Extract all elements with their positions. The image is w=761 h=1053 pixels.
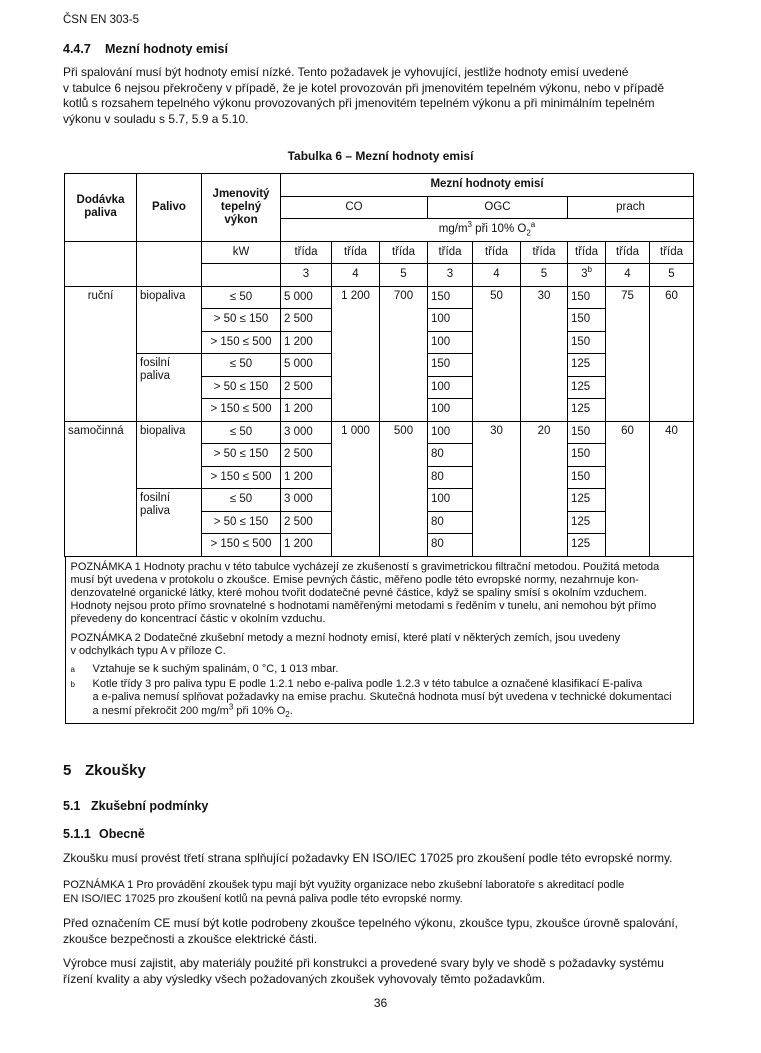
table-note-1: POZNÁMKA 1 Hodnoty prachu v této tabulce vycházejí ze zkušeností s gravimetrickou filtrační metodou. Použitá metoda musí být uvedena v protokolu o zkoušce. Emise pevných částic, měřeno podle této evropské normy, nezahrnuje kon- denzovatelné organické látky, které mohou tvořit dodatečné pevné částice, když se spaliny smísí s okolním vzduchem. Hodnoty nejsou proto přímo srovnatelné s hodnotami naměřenými metodami s ředěním v tunelu, ani nemohou být přímo převedeny do koncentrací částic v okolním vzduchu. [70, 560, 660, 626]
header-class: třída [521, 241, 568, 264]
dust3-cell: 125 [568, 511, 606, 534]
header-ogc: OGC [428, 196, 568, 219]
header-kw-blank [202, 264, 281, 287]
co3-cell: 1 200 [281, 399, 332, 422]
dust3-cell: 125 [568, 399, 606, 422]
fuel-bio: biopaliva [137, 421, 202, 489]
fuel-fossil: fosilní paliva [137, 354, 202, 422]
ogc5-cell: 20 [521, 421, 568, 556]
co3-cell: 2 500 [281, 444, 332, 467]
dust3-cell: 125 [568, 376, 606, 399]
range-cell: ≤ 50 [202, 489, 281, 512]
ogc3-cell: 80 [428, 444, 473, 467]
range-cell: > 150 ≤ 500 [202, 534, 281, 557]
range-cell: > 150 ≤ 500 [202, 399, 281, 422]
intro-line: kotlů s rozsahem tepelného výkonu provozovaných při jmenovitém tepelném výkonu a při minimálním tepelném [63, 96, 655, 111]
ogc3-cell: 150 [428, 354, 473, 377]
header-class: třída [332, 241, 380, 264]
table-note-2: POZNÁMKA 2 Dodatečné zkušební metody a mezní hodnoty emisí, které platí v některých zemích, jsou uvedeny v odchylkách typu A v příloze C. [70, 631, 621, 657]
ogc3-cell: 100 [428, 376, 473, 399]
dust3-cell: 125 [568, 354, 606, 377]
class-number: 5 [650, 264, 694, 287]
header-class: třída [568, 241, 606, 264]
co5-cell: 700 [380, 286, 428, 421]
table-notes [65, 557, 694, 724]
note-accreditation: POZNÁMKA 1 Pro provádění zkoušek typu mají být využity organizace nebo zkušební laboratoře s akreditací podle EN ISO/IEC 17025 pro zkoušení kotlů na pevná paliva podle této evropské normy. [63, 879, 625, 905]
paragraph-testing-party: Zkoušku musí provést třetí strana splňující požadavky EN ISO/IEC 17025 pro zkoušení podle této evropské normy. [63, 851, 673, 865]
dust3-cell: 150 [568, 421, 606, 444]
ogc3-cell: 100 [428, 331, 473, 354]
dust3-cell: 125 [568, 534, 606, 557]
co3-cell: 1 200 [281, 466, 332, 489]
ogc3-cell: 100 [428, 489, 473, 512]
co4-cell: 1 200 [332, 286, 380, 421]
header-class: třída [473, 241, 521, 264]
intro-line: v tabulce 6 nejsou překročeny v případě, že je kotel provozován při jmenovitém tepelném výkonu, nebo v případě [63, 80, 665, 95]
header-co: CO [281, 196, 428, 219]
co3-cell: 1 200 [281, 331, 332, 354]
table-notes-cell [65, 556, 694, 724]
range-cell: > 50 ≤ 150 [202, 309, 281, 332]
class-number: 5 [521, 264, 568, 287]
dust3-cell: 150 [568, 286, 606, 309]
co3-cell: 2 500 [281, 376, 332, 399]
range-cell: > 50 ≤ 150 [202, 376, 281, 399]
header-limits: Mezní hodnoty emisí [281, 174, 694, 197]
header-fuel-cont [137, 241, 202, 286]
footnote-b: b Kotle třídy 3 pro paliva typu E podle 1.2.1 nebo e-paliva podle 1.2.3 v této tabulce a označené klasifikací E-paliva a e-paliva nemusí splňovat požadavky na emise prachu. Skutečná hodnota musí být uvedena v technické dokumentaci a nesmí překročit 200 $mg/m^3$ při 10% $O_2$. [70, 678, 672, 719]
table-caption: Tabulka 6 – Mezní hodnoty emisí [287, 149, 474, 163]
header-feed-cont [65, 241, 137, 286]
co3-cell: 5 000 [281, 354, 332, 377]
range-cell: > 50 ≤ 150 [202, 444, 281, 467]
co3-cell: 1 200 [281, 534, 332, 557]
ogc3-cell: 80 [428, 466, 473, 489]
range-cell: ≤ 50 [202, 286, 281, 309]
feed-manual: ruční [65, 286, 137, 421]
class-number: 3 [281, 264, 332, 287]
co3-cell: 5 000 [281, 286, 332, 309]
co5-cell: 500 [380, 421, 428, 556]
intro-line: výkonu v souladu s 5.7, 5.9 a 5.10. [63, 111, 249, 126]
ogc3-cell: 150 [428, 286, 473, 309]
ogc5-cell: 30 [521, 286, 568, 421]
intro-line: Při spalování musí být hodnoty emisí nízké. Tento požadavek je vyhovující, jestliže hodnoty emisí uvedené [63, 65, 629, 79]
paragraph-manufacturer: Výrobce musí zajistit, aby materiály použité při konstrukci a provedené svary byly ve shodě s požadavky systému řízení kvality a aby výsledky všech požadovaných zkoušek vyhovovaly těmto požadavkům. [63, 956, 664, 986]
dust4-cell: 75 [606, 286, 650, 421]
section-heading-4-4-7: 4.4.7 Mezní hodnoty emisí [63, 42, 228, 56]
ogc4-cell: 50 [473, 286, 521, 421]
co3-cell: 3 000 [281, 489, 332, 512]
header-fuel: Palivo [137, 174, 202, 242]
co4-cell: 1 000 [332, 421, 380, 556]
co3-cell: 2 500 [281, 511, 332, 534]
ogc3-cell: 100 [428, 399, 473, 422]
header-class: třída [606, 241, 650, 264]
header-class: třída [380, 241, 428, 264]
emission-limits-table [64, 173, 694, 724]
footnote-a: a Vztahuje se k suchým spalinám, 0 °C, 1 013 mbar. [70, 662, 339, 675]
fuel-bio: biopaliva [137, 286, 202, 354]
range-cell: > 150 ≤ 500 [202, 331, 281, 354]
class-number: 4 [332, 264, 380, 287]
ogc4-cell: 30 [473, 421, 521, 556]
header-feed: Dodávka paliva [65, 174, 137, 242]
dust3-cell: 150 [568, 309, 606, 332]
class-number: 4 [606, 264, 650, 287]
header-class: třída [281, 241, 332, 264]
dust3-cell: 150 [568, 444, 606, 467]
intro-paragraph [63, 65, 699, 127]
co3-cell: 3 000 [281, 421, 332, 444]
header-output: Jmenovitý tepelný výkon [202, 174, 281, 242]
section-heading-5-1: 5.1 Zkušební podmínky [63, 799, 209, 813]
co3-cell: 2 500 [281, 309, 332, 332]
range-cell: ≤ 50 [202, 354, 281, 377]
ogc3-cell: 100 [428, 309, 473, 332]
class-number: 5 [380, 264, 428, 287]
range-cell: > 150 ≤ 500 [202, 466, 281, 489]
ogc3-cell: 100 [428, 421, 473, 444]
section-heading-5: 5 Zkoušky [63, 762, 146, 779]
section-heading-5-1-1: 5.1.1 Obecně [63, 827, 145, 841]
range-cell: ≤ 50 [202, 421, 281, 444]
feed-auto: samočinná [65, 421, 137, 556]
paragraph-ce-marking: Před označením CE musí být kotle podrobeny zkoušce tepelného výkonu, zkoušce typu, zkoušce úrovně spalování, zkoušce bezpečnosti a zkoušce elektrické části. [63, 916, 679, 946]
page-number: 36 [373, 996, 388, 1010]
ogc3-cell: 80 [428, 511, 473, 534]
dust5-cell: 60 [650, 286, 694, 421]
header-kw: kW [202, 241, 281, 264]
dust3-cell: 125 [568, 489, 606, 512]
fuel-fossil: fosilní paliva [137, 489, 202, 557]
class-number: 3 [428, 264, 473, 287]
class-number: 4 [473, 264, 521, 287]
dust5-cell: 40 [650, 421, 694, 556]
header-dust: prach [568, 196, 694, 219]
header-unit: $mg/m^3$ při 10% $O_2^a$ [281, 219, 694, 242]
dust4-cell: 60 [606, 421, 650, 556]
header-class: třída [650, 241, 694, 264]
dust3-cell: 150 [568, 466, 606, 489]
ogc3-cell: 80 [428, 534, 473, 557]
class-number: 3$^b$ [568, 264, 606, 287]
header-class: třída [428, 241, 473, 264]
dust3-cell: 150 [568, 331, 606, 354]
range-cell: > 50 ≤ 150 [202, 511, 281, 534]
page-header: ČSN EN 303-5 [63, 14, 140, 26]
